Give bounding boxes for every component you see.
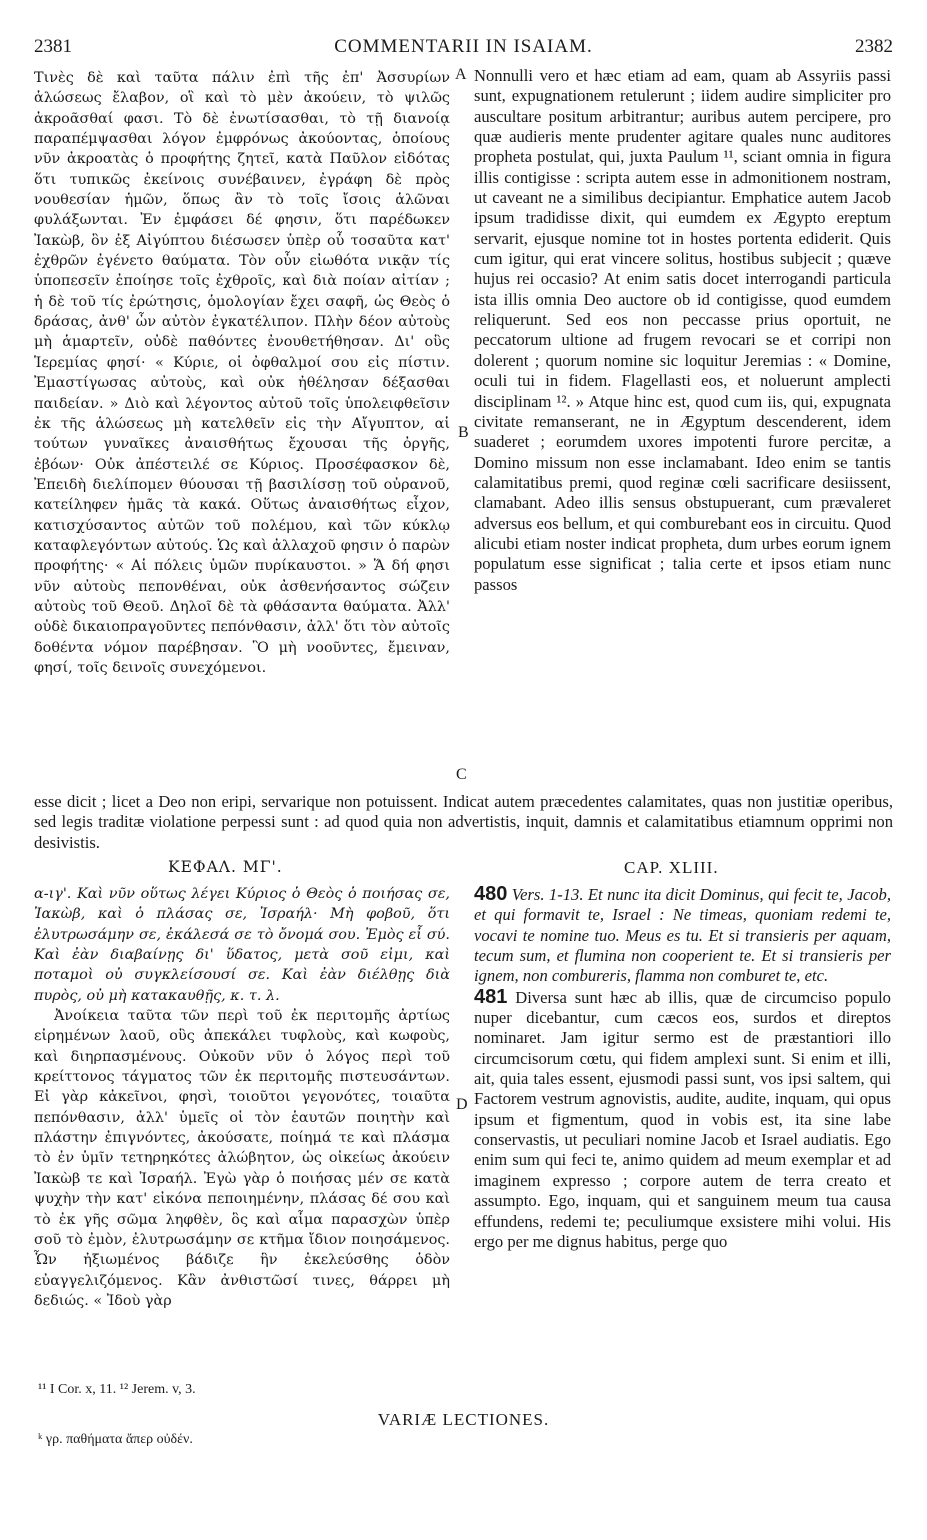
margin-marker-c: C — [456, 766, 467, 783]
greek-column-bottom — [34, 884, 450, 1374]
running-header — [34, 36, 893, 60]
margin-marker-d: D — [456, 1096, 468, 1113]
chapter-heading-latin: CAP. XLIII. — [624, 858, 719, 877]
variae-lectiones-heading: VARIÆ LECTIONES. — [377, 1410, 550, 1429]
greek-verse — [34, 884, 450, 1006]
latin-full-text: esse dicit ; licet a Deo non eripi, servarique non potuissent. Indicat autem præcedentes calamitates, quas non justitiæ operibus, sed legis traditæ violatione perpessi sunt : ad quod quia non advertistis, inquit, damnis et calamitatibus etiamnum opprimi non desivistis. — [34, 792, 893, 852]
greek-column-top — [34, 68, 450, 786]
latin-column-bottom — [474, 884, 891, 1374]
greek-text-top: Τινὲς δὲ καὶ ταῦτα πάλιν ἐπὶ τῆς ἐπ' Ἀσσυρίων ἁλώσεως ἔλαβον, οἳ καὶ τὸ μὲν ἀκούειν, τὸ ψιλῶς ἀκροᾶσθαί φασι. Τὸ δὲ ἐνωτίσασθαι, τὸ τῇ διανοίᾳ παραπέμψασθαι λόγον ἐμφρόνως ἀκούοντας, ὁποίους νῦν ἀκροατὰς ὁ προφήτης ζητεῖ, κατὰ Παῦλον εἰδότας ὅτι τυπικῶς ἐκείνοις συνέβαινεν, ἐγράφη δὲ πρὸς νουθεσίαν ἡμῶν, ὅπως ἂν τὸ τοῖς ἴσοις ἁλῶναι φυλάξωνται. Ἐν ἐμφάσει δέ φησιν, ὅτι παρέδωκεν Ἰακὼβ, ὃν ἐξ Αἰγύπτου διέσωσεν ὑπὲρ οὗ τοσαῦτα κατ' ἐχθρῶν ἐγένετο θαύματα. Τὸν οὖν εἰωθότα νικᾷν τίς ὑποπεσεῖν ἐποίησε τοῖς ἐχθροῖς, καὶ διὰ ποίαν αἰτίαν ; ἡ δὲ τοῦ τίς ἐρώτησις, ὁμολογίαν ἔχει σαφῆ, ὡς Θεὸς ὁ δράσας, ἀνθ' ὧν αὐτὸν ἐγκατέλιπον. Πλὴν δέον αὐτοὺς μὴ ἁμαρτεῖν, οὐδὲ παθόντες ἐνουθετήθησαν. Δι' οὓς Ἱερεμίας φησί· « Κύριε, οἱ ὀφθαλμοί σου εἰς πίστιν. Ἐμαστίγωσας αὐτοὺς, καὶ οὐκ ἠθέλησαν δέξασθαι παιδείαν. » Διὸ καὶ λέγοντος αὐτοῦ τοῖς ὑπολειφθεῖσιν ἐκ τῆς ἁλώσεως μὴ κατελθεῖν εἰς τὴν Αἴγυπτον, αἱ τούτων γυναῖκες ἀναισθήτως ἔχουσαι τῆς ὀργῆς, ἐβόων· Οὐκ ἀπέστειλέ σε Κύριος. Προσέφασκον δὲ, Ἐπειδὴ διελίπομεν θύουσαι τῇ βασιλίσσῃ τοῦ οὐρανοῦ, κατείληφεν ἡμᾶς τὰ κακά. Οὕτως ἀναισθήτως εἶχον, κατισχύσαντος αὐτῶν τοῦ πολέμου, καὶ τῶν κύκλῳ καταφλεγόντων αὐτούς. Ὡς καὶ ἀλλαχοῦ φησιν ὁ παρὼν προφήτης· « Αἱ πόλεις ὑμῶν πυρίκαυστοι. » Ἅ δή φησι νῦν αὐτοὺς πεπονθέναι, οὐκ ἀσθενήσαντος σώζειν αὐτοὺς τοῦ Θεοῦ. Δηλοῖ δὲ τὰ φθάσαντα θαύματα. Ἀλλ' οὐδὲ δικαιοπραγοῦντες πεπόνθασιν, ἀλλ' ὅτι τὸν αὐτοῖς δοθέντα νόμον παρέβησαν. Ὃ μὴ νοοῦντες, ἔμειναν, φησί, τοῖς δεινοῖς συνεχόμενοι. — [34, 70, 450, 676]
margin-marker-a: A — [455, 66, 467, 83]
latin-verse-480: Vers. 1-13. Et nunc ita dicit Dominus, qui fecit te, Jacob, et qui formavit te, Israel : Ne timeas, quoniam redemi te, vocavi te nomine tuo. Meus es tu. Et si transieris per aquam, tecum sum, et flumina non cooperient te. Et si transieris per ignem, non combureris, flamma non comburet te, etc. — [474, 885, 891, 986]
right-page-number: 2382 — [855, 36, 893, 57]
latin-text-top: Nonnulli vero et hæc etiam ad eam, quam ab Assyriis passi sunt, expugnationem retulerunt ; iidem audire simpliciter pro auscultare positum arbitrantur; auribus autem percipere, pro quæ audieris mente prudenter agitare quales nunc auditores propheta postulat, qui, juxta Paulum ¹¹, sciant omnia in figura illis contigisse : scripta autem esse in admonitionem nostram, ut caveant ne a similibus decipiantur. Emphatice autem Jacob ipsum tradidisse dixit, qui eumdem ex Ægypto ereptum servarit, ejusque nomine tot in hostes portenta ediderit. Quis cum igitur, qui erat vincere solitus, hostibus subjecit ; quæve hujus rei occasio? At enim satis docet interrogandi particula ista illis omnia Deo auctore ob id contigisse, quod eumdem reliquerunt. Sed eos non peccasse prius oportuit, ne peccatorum ultione ad frugem revocari se et corripi non dolerent ; quorum nomine sic loquitur Jeremias : « Domine, oculi tui in fidem. Flagellasti eos, et noluerunt amplecti disciplinam ¹². » Atque hinc est, quod cum iis, qui, expugnata civitate remanserant, ne in Ægyptum descenderent, idem suaderet ; eorumdem uxores impotenti furore percitæ, a Domino missum non esse inclamabant. Ideo enim se tantis calamitatibus premi, quod reginæ cœli sacrificare desiissent, clamabant. Adeo illis sensus obstupuerant, cum prævaleret adversus eos bellum, et qui comburebant eos in circuitu. Quod alicubi etiam noster indicat propheta, dum urbes eorum ignem populatum esse significat ; talia certe et ipsos etiam nunc passos — [474, 66, 891, 594]
latin-full-width — [34, 792, 893, 854]
latin-section-480 — [474, 884, 891, 987]
greek-commentary-text: Ἀνοίκεια ταῦτα τῶν περὶ τοῦ ἐκ περιτομῆς ἀρτίως εἰρημένων λαοῦ, οὓς ἀπεκάλει τυφλοὺς, καὶ κωφοὺς, καὶ διηρπασμένους. Οὐκοῦν νῦν ὁ λόγος περὶ τοῦ κρείττονος τάγματος τῶν ἐκ περιτομῆς πιστευσάντων. Εἰ γὰρ κἀκεῖνοι, φησὶ, τοιοῦτοι γεγονότες, τοιαῦτα πεπόνθασιν, ἀλλ' ὑμεῖς οἱ τὸν ἑαυτῶν ποιητὴν καὶ πλάστην ἐπιγνόντες, ἀκούσατε, ποίημά τε καὶ πλάσμα τὸ ἐν ὑμῖν τετηρηκότες ἀλώβητον, ὡς οἰκείως ἀκούειν Ἰακὼβ τε καὶ Ἰσραήλ. Ἐγὼ γὰρ ὁ ποιήσας μέν σε κατὰ ψυχὴν τὴν κατ' εἰκόνα πεποιημένην, πλάσας δέ σου καὶ τὸ ἐκ γῆς σῶμα ληφθὲν, ὃς καὶ αἷμα παρασχὼν ὑπὲρ σοῦ τὸ ἐμὸν, ἐλυτρωσάμην σε κτῆμα ἴδιον ποιησάμενος. Ὧν ἠξιωμένος βάδιζε ἣν ἐκελεύσθης ὁδὸν εὐαγγελιζόμενος. Κἂν ἀνθιστῶσί τινες, θάρρει μὴ δεδιώς. « Ἰδοὺ γὰρ — [34, 1008, 450, 1309]
latin-text-481: Diversa sunt hæc ab illis, quæ de circumciso populo nuper dicebantur, cum cæcos eos, surdos et direptos nominaret. Jam igitur sermo est de præstantiori illo circumcisorum cœtu, qui fidem amplexi sunt. Si enim et illi, ait, quia tales essent, ejusmodi passi sunt, vos ipsi saltem, qui Factorem vestrum agnovistis, audite, audite, inquam, qui opus ipsum et figmentum, quod in vobis est, ita sine labe conservastis, ut peculiari nomine Jacob et Israel audiatis. Ego enim sum qui feci te, animo quidem ad meum exemplar et ad imaginem expresso ; corpore autem de terra creato et assumpto. Ego, inquam, qui et sanguinem meum tua causa effundens, redemi te; peculiumque exsistere mihi volui. His ergo per me dignus habitus, perge quo — [474, 987, 891, 1251]
latin-section-481 — [474, 987, 891, 1252]
footnotes: ¹¹ I Cor. x, 11. ¹² Jerem. v, 3. — [38, 1382, 196, 1397]
variae-lectiones-note: ᵏ γρ. παθήματα ἄπερ οὐδέν. — [38, 1432, 193, 1447]
section-number-480: 480 — [474, 884, 508, 905]
chapter-heading-greek: ΚΕΦΑΛ. ΜΓ'. — [168, 858, 283, 876]
margin-marker-b: B — [458, 424, 469, 441]
greek-commentary — [34, 1006, 450, 1311]
greek-verse-text: α-ιγ'. Καὶ νῦν οὕτως λέγει Κύριος ὁ Θεὸς ὁ ποιήσας σε, Ἰακὼβ, καὶ ὁ πλάσας σε, Ἰσραήλ· Μὴ φοβοῦ, ὅτι ἐλυτρωσάμην σε, ἐκάλεσά σε τὸ ὄνομά σου. Ἐμὸς εἶ σύ. Καὶ ἐὰν διαβαίνῃς δι' ὕδατος, μετὰ σοῦ εἰμι, καὶ ποταμοὶ οὐ συγκλείσουσί σε. Καὶ ἐὰν διέλθῃς διὰ πυρὸς, οὐ μὴ κατακαυθῇς, κ. τ. λ. — [34, 886, 450, 1004]
section-number-481: 481 — [474, 985, 508, 1008]
left-page-number: 2381 — [34, 36, 72, 57]
latin-column-top — [474, 66, 891, 788]
page-title: COMMENTARII IN ISAIAM. — [334, 36, 593, 57]
